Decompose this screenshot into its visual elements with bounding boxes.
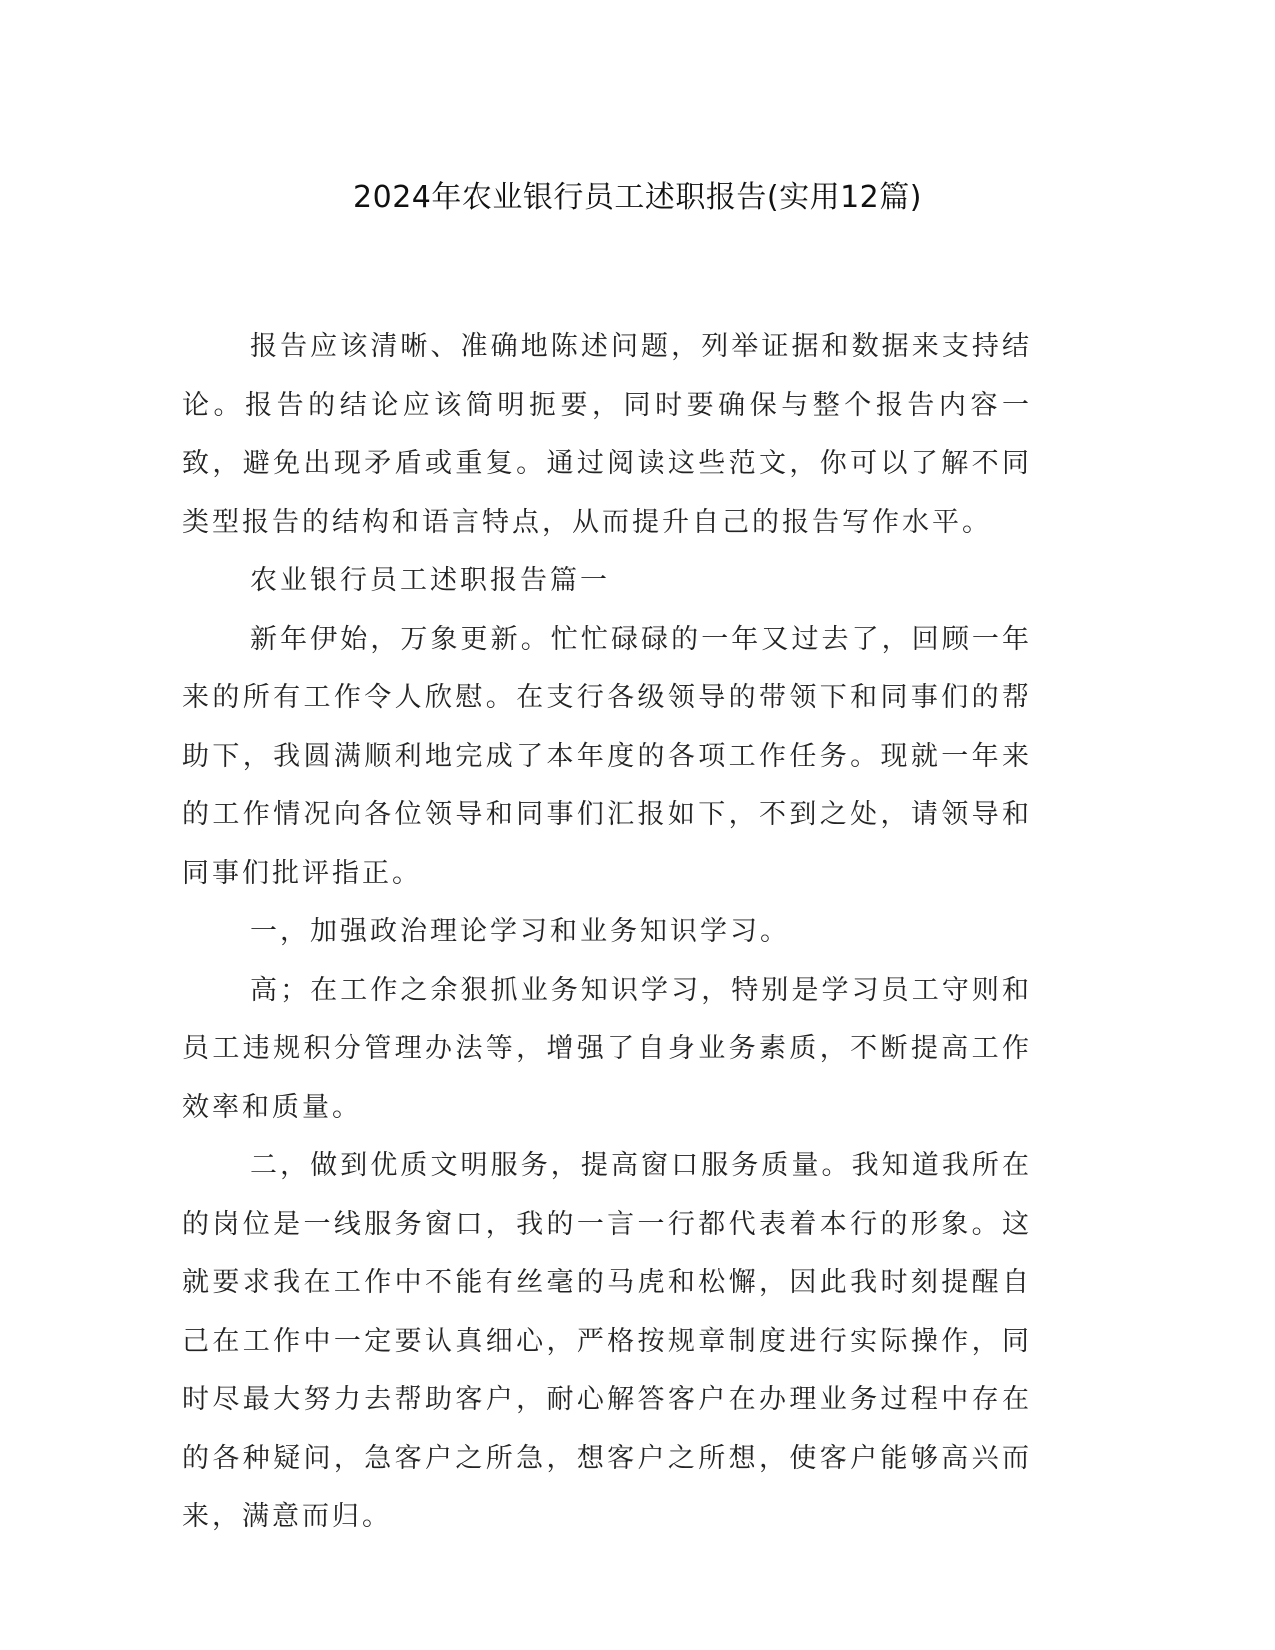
body-paragraph: 二，做到优质文明服务，提高窗口服务质量。我知道我所在的岗位是一线服务窗口，我的一言一行都代表着本行的形象。这就要求我在工作中不能有丝毫的马虎和松懈，因此我时刻提醒自己在工作中一定要认真细心，严格按规章制度进行实际操作，同时尽最大努力去帮助客户，耐心解答客户在办理业务过程中存在的各种疑问，急客户之所急，想客户之所想，使客户能够高兴而来，满意而归。 [182,1150,1032,1532]
body-paragraph: 高；在工作之余狠抓业务知识学习，特别是学习员工守则和员工违规积分管理办法等，增强了自身业务素质，不断提高工作效率和质量。 [182,974,1032,1123]
point-heading: 一，加强政治理论学习和业务知识学习。 [250,916,790,947]
section-heading: 农业银行员工述职报告篇一 [250,565,610,596]
document-body [182,318,1032,1547]
body-paragraph: 新年伊始，万象更新。忙忙碌碌的一年又过去了，回顾一年来的所有工作令人欣慰。在支行各级领导的带领下和同事们的帮助下，我圆满顺利地完成了本年度的各项工作任务。现就一年来的工作情况向各位领导和同事们汇报如下，不到之处，请领导和同事们批评指正。 [182,623,1032,889]
document-title: 2024年农业银行员工述职报告(实用12篇) [353,180,922,215]
intro-paragraph: 报告应该清晰、准确地陈述问题，列举证据和数据来支持结论。报告的结论应该简明扼要，同时要确保与整个报告内容一致，避免出现矛盾或重复。通过阅读这些范文，你可以了解不同类型报告的结构和语言特点，从而提升自己的报告写作水平。 [182,331,1032,538]
